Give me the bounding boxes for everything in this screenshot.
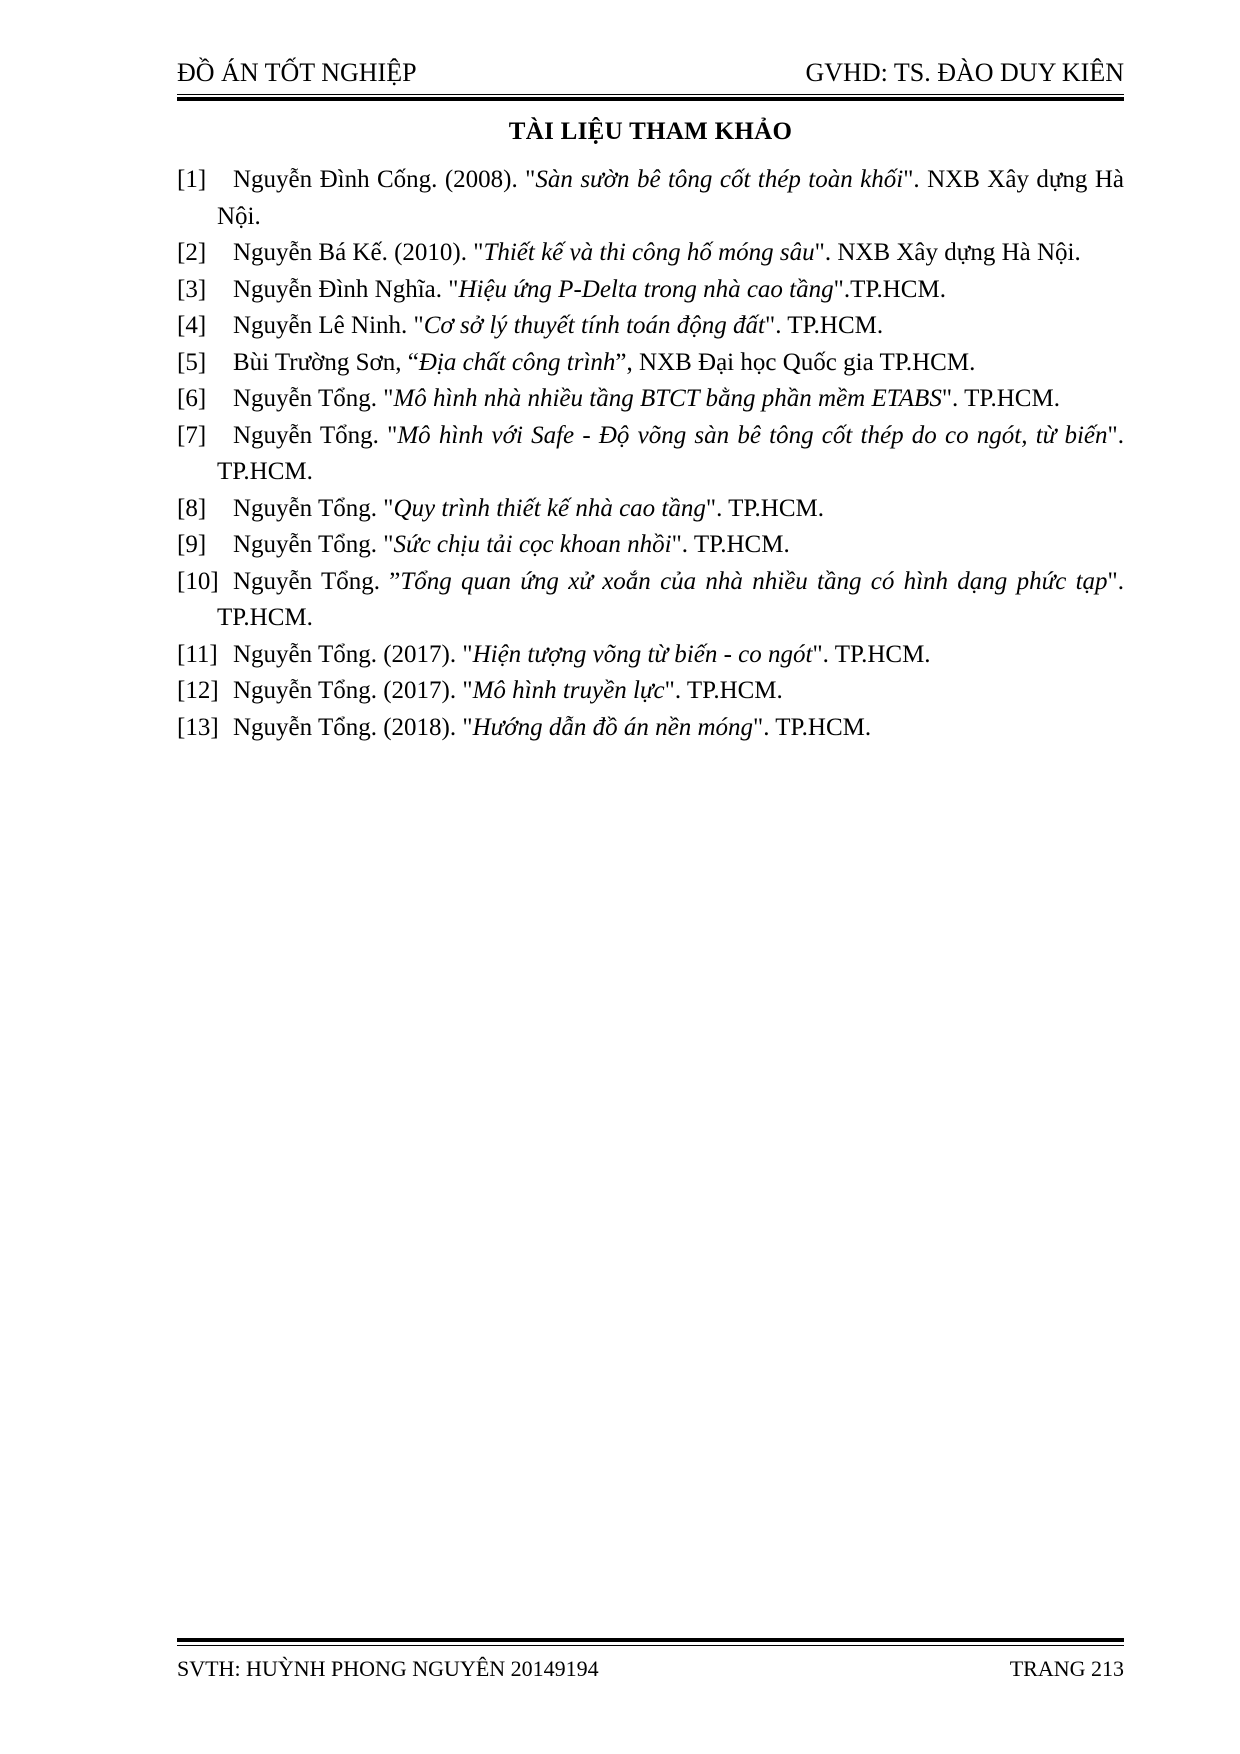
page-title: TÀI LIỆU THAM KHẢO	[508, 118, 793, 145]
reference-item	[177, 381, 1124, 418]
reference-author: Nguyễn Lê Ninh. "	[233, 312, 424, 339]
reference-publisher: ".TP.HCM.	[833, 275, 946, 303]
reference-author: Nguyễn Đình Cống. (2008). "	[233, 166, 536, 193]
reference-title: Địa chất công trình	[418, 348, 616, 376]
reference-number: [8]	[177, 494, 207, 522]
reference-number: [5]	[177, 348, 207, 376]
reference-item	[177, 162, 1124, 235]
reference-number: [12]	[177, 677, 219, 704]
reference-title: Sức chịu tải cọc khoan nhồi	[393, 531, 672, 558]
reference-item	[177, 345, 1124, 382]
reference-publisher: ". TP.HCM.	[941, 385, 1060, 412]
reference-number: [7]	[177, 421, 207, 449]
reference-author: Nguyễn Bá Kế. (2010). "	[233, 239, 484, 266]
reference-item	[177, 418, 1124, 491]
reference-title: Mô hình với Safe - Độ võng sàn bê tông cốt thép do co ngót, từ biến	[397, 421, 1108, 449]
reference-publisher: ". TP.HCM.	[671, 531, 790, 558]
reference-title: Hướng dẫn đồ án nền móng	[472, 713, 754, 741]
footer-left: SVTH: HUỲNH PHONG NGUYÊN 20149194	[177, 1656, 599, 1681]
reference-author: Bùi Trường Sơn, “	[233, 348, 419, 376]
reference-publisher: ". TP.HCM.	[753, 713, 872, 741]
reference-publisher: ". TP.HCM.	[812, 640, 931, 668]
reference-number: [3]	[177, 275, 207, 303]
reference-number: [6]	[177, 385, 207, 412]
reference-author: Nguyễn Đình Nghĩa. "	[233, 275, 459, 303]
reference-author: Nguyễn Tổng. (2017). "	[233, 640, 473, 668]
reference-publisher: ". TP.HCM.	[764, 312, 884, 339]
reference-publisher: ". TP.HCM.	[664, 677, 783, 704]
reference-author: Nguyễn Tổng. "	[233, 421, 398, 449]
reference-publisher: ". TP.HCM.	[217, 421, 1124, 485]
reference-number: [13]	[177, 713, 219, 741]
reference-title: Hiện tượng võng từ biến - co ngót	[472, 640, 813, 668]
reference-number: [1]	[177, 166, 207, 193]
reference-title: Sàn sườn bê tông cốt thép toàn khối	[535, 166, 904, 193]
header-rule-thin	[177, 94, 1124, 95]
reference-item	[177, 272, 1124, 309]
reference-item	[177, 308, 1124, 345]
reference-item	[177, 673, 1124, 710]
reference-number: [4]	[177, 312, 207, 339]
reference-number: [11]	[177, 640, 218, 668]
header-right: GVHD: TS. ĐÀO DUY KIÊN	[805, 58, 1124, 87]
reference-title: Tổng quan ứng xử xoắn của nhà nhiều tầng có hình dạng phức tạp	[400, 567, 1108, 595]
reference-author: Nguyễn Tổng. ”	[233, 567, 401, 595]
reference-title: Quy trình thiết kế nhà cao tầng	[393, 494, 706, 522]
reference-title: Cơ sở lý thuyết tính toán động đất	[423, 312, 765, 339]
reference-number: [2]	[177, 239, 207, 266]
page-header	[177, 52, 1124, 92]
reference-publisher: ”, NXB Đại học Quốc gia TP.HCM.	[615, 348, 976, 376]
reference-author: Nguyễn Tổng. (2018). "	[233, 713, 473, 741]
reference-author: Nguyễn Tổng. "	[233, 494, 394, 522]
reference-title: Mô hình nhà nhiều tầng BTCT bằng phần mềm ETABS	[393, 385, 942, 412]
reference-item	[177, 710, 1124, 747]
reference-publisher: ". TP.HCM.	[217, 567, 1124, 631]
reference-number: [9]	[177, 531, 207, 558]
reference-author: Nguyễn Tổng. "	[233, 385, 394, 412]
reference-title: Hiệu ứng P-Delta trong nhà cao tầng	[458, 275, 834, 303]
header-left: ĐỒ ÁN TỐT NGHIỆP	[177, 58, 417, 87]
reference-item	[177, 235, 1124, 272]
reference-item	[177, 564, 1124, 637]
reference-publisher: ". TP.HCM.	[705, 494, 825, 522]
reference-publisher: ". NXB Xây dựng Hà Nội.	[814, 239, 1081, 266]
reference-list	[177, 162, 1124, 746]
reference-title: Thiết kế và thi công hố móng sâu	[483, 239, 815, 266]
header-rule-thick	[177, 97, 1124, 101]
reference-item	[177, 491, 1124, 528]
footer-rule-thick	[177, 1638, 1124, 1642]
reference-title: Mô hình truyền lực	[472, 677, 665, 704]
reference-item	[177, 527, 1124, 564]
footer-rule-thin	[177, 1645, 1124, 1646]
page-number: TRANG 213	[1009, 1656, 1124, 1681]
reference-author: Nguyễn Tổng. (2017). "	[233, 677, 473, 704]
reference-author: Nguyễn Tổng. "	[233, 531, 394, 558]
reference-publisher: ". NXB Xây dựng Hà Nội.	[217, 166, 1124, 230]
reference-number: [10]	[177, 567, 219, 595]
reference-item	[177, 637, 1124, 674]
